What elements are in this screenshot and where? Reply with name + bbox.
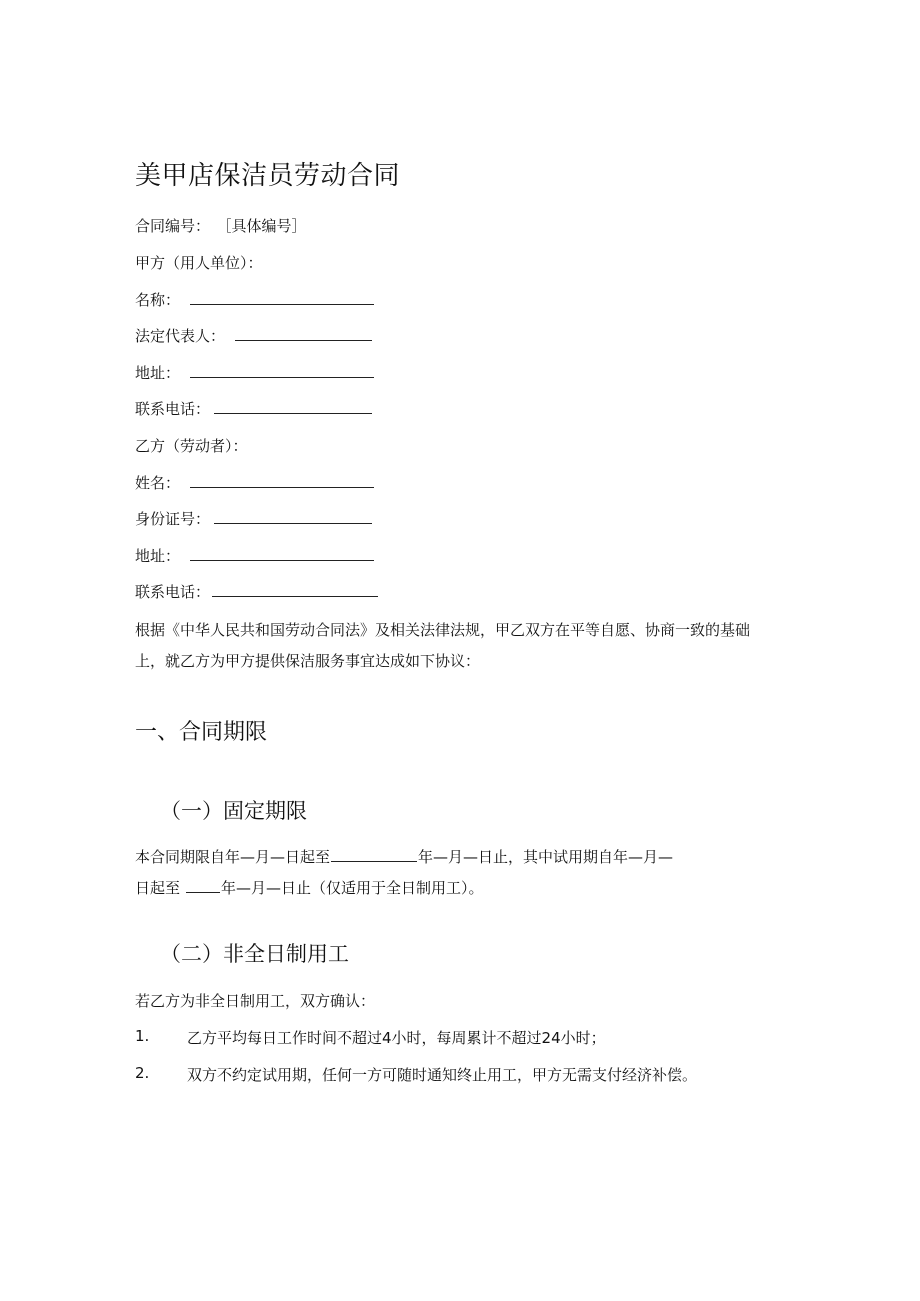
party-b-address-blank[interactable] bbox=[190, 546, 374, 561]
probation-end-blank[interactable] bbox=[186, 878, 220, 893]
party-a-name-label: 名称： bbox=[135, 291, 181, 309]
party-a-phone-blank[interactable] bbox=[214, 399, 372, 414]
term-line-2 bbox=[135, 877, 484, 898]
preamble-line-1: 根据《中华人民共和国劳动合同法》及相关法律法规，甲乙双方在平等自愿、协商一致的基础 bbox=[135, 621, 751, 639]
term-line-2-end: 年—月—日止（仅适用于全日制用工）。 bbox=[221, 879, 484, 897]
party-a-rep-line bbox=[135, 325, 372, 346]
list-item-1-number: 1. bbox=[135, 1027, 150, 1045]
party-b-address-label: 地址： bbox=[135, 547, 181, 565]
party-a-rep-blank[interactable] bbox=[235, 326, 372, 341]
term-end-blank[interactable] bbox=[331, 847, 417, 862]
contract-number-line bbox=[135, 215, 307, 236]
party-b-heading: 乙方（劳动者）： bbox=[135, 437, 248, 455]
term-line-2-start: 日起至 bbox=[135, 879, 181, 897]
party-a-address-label: 地址： bbox=[135, 364, 181, 382]
list-item-2-number: 2. bbox=[135, 1064, 150, 1082]
contract-number-value: ［具体编号］ bbox=[224, 217, 307, 235]
subsection-1-heading: （一）固定期限 bbox=[160, 799, 307, 823]
part-time-intro: 若乙方为非全日制用工，双方确认： bbox=[135, 992, 376, 1010]
subsection-2-heading: （二）非全日制用工 bbox=[160, 942, 349, 966]
party-a-name-blank[interactable] bbox=[190, 290, 374, 305]
document-title: 美甲店保洁员劳动合同 bbox=[135, 161, 401, 191]
party-b-id-line bbox=[135, 508, 372, 529]
party-b-phone-blank[interactable] bbox=[212, 582, 378, 597]
party-a-address-blank[interactable] bbox=[190, 363, 374, 378]
party-b-name-label: 姓名： bbox=[135, 474, 181, 492]
party-b-id-blank[interactable] bbox=[214, 509, 372, 524]
list-item-2-text: 双方不约定试用期，任何一方可随时通知终止用工，甲方无需支付经济补偿。 bbox=[187, 1066, 698, 1084]
party-a-rep-label: 法定代表人： bbox=[135, 327, 226, 345]
list-item-1-text: 乙方平均每日工作时间不超过4小时，每周累计不超过24小时； bbox=[187, 1029, 606, 1047]
party-b-id-label: 身份证号： bbox=[135, 510, 211, 528]
party-b-phone-label: 联系电话： bbox=[135, 583, 211, 601]
party-b-name-line bbox=[135, 472, 374, 493]
party-a-phone-label: 联系电话： bbox=[135, 400, 211, 418]
section-1-heading: 一、合同期限 bbox=[135, 720, 268, 745]
party-b-name-blank[interactable] bbox=[190, 473, 374, 488]
term-line-1-start: 本合同期限自年—月—日起至 bbox=[135, 848, 331, 866]
party-a-name-line bbox=[135, 289, 374, 310]
party-a-heading: 甲方（用人单位）： bbox=[135, 254, 263, 272]
preamble-line-2: 上，就乙方为甲方提供保洁服务事宜达成如下协议： bbox=[135, 652, 481, 670]
party-b-address-line bbox=[135, 545, 374, 566]
term-line-1 bbox=[135, 846, 673, 867]
contract-number-label: 合同编号： bbox=[135, 217, 211, 235]
party-a-phone-line bbox=[135, 398, 372, 419]
party-a-address-line bbox=[135, 362, 374, 383]
term-line-1-end: 年—月—日止，其中试用期自年—月— bbox=[418, 848, 674, 866]
party-b-phone-line bbox=[135, 581, 378, 602]
